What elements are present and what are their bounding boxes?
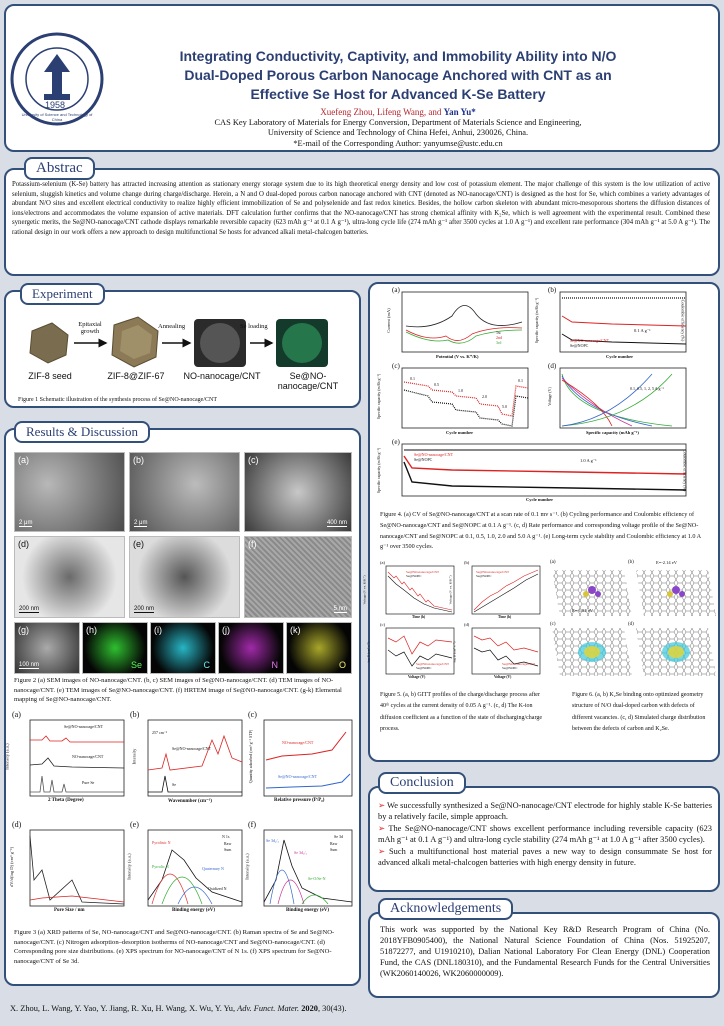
fig5a-legend-1: Se@NO-nanocage/CNT (406, 570, 440, 574)
fig3e-xlabel: Binding energy (eV) (172, 908, 216, 913)
figure1-caption: Figure 1 Schematic illustration of the synthesis process of Se@NO-nanocage/CNT (18, 397, 217, 403)
fig6a-energy: E=-1.81 eV (572, 608, 594, 613)
fig3f-legend-title: Se 3d (334, 834, 343, 839)
fig4e-rate-label: 1.0 A g⁻¹ (580, 458, 597, 463)
figure5-plots (362, 560, 544, 682)
fig4b-legend-1: Se@NO-nanocage/CNT (570, 338, 610, 343)
panel-label-e: (e) (133, 539, 144, 549)
authors-plain: Xuefeng Zhou, Lifeng Wang, and (320, 107, 444, 117)
fig4e-ylabel: Specific capacity (mAh g⁻¹) (376, 447, 382, 494)
results-heading: Results & Discussion (14, 421, 150, 443)
panel-label-b: (b) (133, 455, 144, 465)
fig3c-legend-2: Se@NO-nanocage/CNT (278, 774, 318, 779)
step-epitaxial: Epitaxial growth (78, 321, 102, 335)
fig3f-legend-raw: Raw (330, 841, 338, 846)
experiment-heading: Experiment (20, 283, 105, 305)
mapping-panel-k (286, 622, 352, 674)
figure3-caption: Figure 3 (a) XRD patterns of Se, NO-nanocage/CNT and Se@NO-nanocage/CNT. (b) Raman spectra of Se and Se@NO-nanocage/CNT. (c) Nitrogen adsorption–desorption isotherms of NO-nanocage/CNT and Se@NO-nanocage/CNT. (d) Corresponding pore size distributions. (e) XPS spectrum for NO-nanocage/CNT of N 1s. (f) XPS spectrum for Se@NO-nanocage/CNT of Se 3d. (14, 929, 335, 965)
fig4-label-e: (e) (392, 438, 400, 446)
footer-citation (10, 1004, 710, 1013)
citation-journal: Adv. Funct. Mater. (237, 1004, 300, 1013)
bullet-icon: ➢ (378, 824, 389, 833)
fig4c-ylabel: Specific capacity (mAh g⁻¹) (376, 373, 382, 420)
fig5b-legend-2: Se@NOPC (476, 574, 492, 578)
logo-year: 1958 (45, 100, 66, 110)
fig6b-structure (636, 570, 716, 616)
fig6-label-c: (c) (550, 622, 556, 627)
fig3c-legend-1: NO-nanocage/CNT (282, 740, 314, 745)
scale-bar-b: 2 μm (134, 520, 148, 526)
fig5a-xlabel: Time (h) (412, 615, 426, 619)
fig3f-legend-sum: Sum (330, 847, 338, 852)
fig4d-xlabel: Specific capacity (mAh g⁻¹) (586, 430, 639, 435)
fig3f-xlabel: Binding energy (eV) (286, 908, 330, 913)
fig4c-rate-4: 2.0 (482, 394, 487, 399)
figure4-caption: Figure 4. (a) CV of Se@NO-nanocage/CNT at a scan rate of 0.1 mv s⁻¹. (b) Cycling performance and Coulombic efficiency of Se@NO-nanocage/CNT and Se@NOPC at 0.1 A g⁻¹. (c, d) Rate performance and corresponding voltage profile of the Se@NO-nanocage/CNT and Se@NOPC at 0.1, 0.5, 1.0, 2.0 and 5.0 A g⁻¹. (e) Long-term cycle stability and Coulombic efficiency at 1.0 A g⁻¹ over 3500 cycles. (380, 511, 701, 551)
fig6-label-d: (d) (628, 622, 634, 627)
fig4c-rate-5: 5.0 (502, 404, 507, 409)
title-line-2: Dual-Doped Porous Carbon Nanocage Anchored with CNT as an (184, 67, 612, 83)
fig6c-charge-density (552, 628, 632, 676)
fig3d-pore-plot (30, 830, 124, 906)
bullet-icon: ➢ (378, 801, 388, 810)
figure4-plots (372, 286, 716, 502)
figure3-plots (4, 710, 354, 926)
step-annealing: Annealing (158, 323, 186, 330)
fig4a-legend-2: 2nd (496, 335, 502, 340)
fig4b-legend-2: Se@NOPC (570, 343, 589, 348)
fig6d-charge-density (636, 628, 716, 676)
tem-panel-d (14, 536, 125, 618)
fig4-label-d: (d) (548, 362, 557, 370)
fig3-label-c: (c) (248, 710, 257, 719)
mapping-panel-j (218, 622, 284, 674)
fig4-label-c: (c) (392, 362, 400, 370)
title-line-3: Effective Se Host for Advanced K-Se Battery (250, 86, 546, 102)
hrtem-panel-f (244, 536, 352, 618)
scale-bar-a: 2 μm (19, 520, 33, 526)
fig5-label-b: (b) (464, 560, 470, 565)
fig3a-legend-2: NO-nanocage/CNT (72, 754, 104, 759)
panel-label-g: (g) (18, 625, 29, 635)
conclusion-bullet (378, 800, 712, 822)
fig6b-energy: E=-2.14 eV (656, 560, 678, 565)
fig3d-ylabel: dV/d(log D) (cm³ g⁻¹) (9, 846, 15, 888)
figure6-caption: Figure 6. (a, b) K₂Se binding onto optimized geometry structure of N/O dual-doped carbon with defects of different vacancies. (c, d) Simulated charge distribution between the defects of carbon and K₂Se. (572, 692, 706, 733)
fig5d-legend-2: Se@NOPC (502, 666, 518, 670)
fig3b-legend-3: Se (172, 782, 176, 787)
scale-bar-d: 200 nm (19, 606, 40, 612)
fig5-label-a: (a) (380, 560, 385, 565)
fig5d-ylabel: log D (cm² s⁻¹) (452, 641, 457, 663)
conclusion-list (378, 800, 712, 868)
fig5d-legend-1: Se@NO-nanocage/CNT (502, 662, 536, 666)
panel-label-h: (h) (86, 625, 97, 635)
element-n: N (271, 660, 278, 670)
fig4e-y2label: Coulombic efficiency (%) (682, 449, 688, 492)
fig4c-rate-2: 0.5 (434, 382, 439, 387)
element-c: C (203, 660, 210, 670)
fig3e-legend-oxidized: Oxidized N (208, 886, 227, 891)
fig4-label-a: (a) (392, 286, 400, 294)
fig3e-ylabel: Intensity (a.u.) (126, 853, 132, 880)
fig4c-rate-6: 0.1 (518, 378, 523, 383)
acknowledgements-text: This work was supported by the National Key R&D Research Program of China (No. 2018YFB0905400), the National Natural Science Foundation of China (Nos. 51925207, 51872277, and U1910210), Dalian National Laboratory For Clean Energy (DNL) Cooperation Fund, the CAS (DNL180310), and the Fundamental Research Funds for the Central Universities (WK2060140026, WK2060000009). (380, 925, 710, 978)
element-se: Se (130, 660, 142, 670)
fig4d-voltage-plot (560, 368, 686, 428)
fig3b-xlabel: Wavenumber (cm⁻¹) (168, 799, 212, 804)
sem-panel-b (129, 452, 240, 532)
fig6-label-a: (a) (550, 560, 556, 565)
fig3-label-b: (b) (130, 710, 140, 719)
fig3a-legend-1: Se@NO-nanocage/CNT (64, 724, 104, 729)
fig4a-ylabel: Current (mA) (385, 308, 391, 333)
fig4e-xlabel: Cycle number (526, 497, 554, 502)
fig3c-ylabel: Quantity adsorbed (cm³ g⁻¹ STP) (248, 729, 254, 784)
conclusion-text: We successfully synthesized a Se@NO-nanocage/CNT electrode for highly stable K-Se batteries by a relatively facile, simple approach. (378, 801, 712, 821)
conclusion-text: The Se@NO-nanocage/CNT shows excellent performance including reversible capacity (623 mAh g⁻¹ at 0.1 A g⁻¹) and ultra-long cycle stability (274 mAh g⁻¹ at 1.0 A g⁻¹ after 3500 cycles). (378, 824, 712, 844)
conclusion-heading: Conclusion (378, 772, 466, 794)
fig5c-ylabel: log D (cm² s⁻¹) (366, 641, 371, 663)
fig4a-xlabel: Potential (V vs. K⁺/K) (436, 354, 479, 359)
fig3b-legend-2: Se@NO-nanocage/CNT (172, 746, 212, 751)
fig4b-y2label: Coulombic efficiency (%) (680, 299, 686, 342)
conclusion-bullet (378, 846, 712, 868)
fig3-label-a: (a) (12, 710, 21, 719)
fig3c-xlabel: Relative pressure (P/P₀) (274, 798, 325, 803)
affiliation-line-1: CAS Key Laboratory of Materials for Energy Conversion, Department of Materials Science and Engineering, (214, 118, 582, 127)
panel-label-c: (c) (248, 455, 259, 465)
element-o: O (338, 660, 346, 670)
label-zif8-zif67: ZIF-8@ZIF-67 (107, 371, 165, 381)
fig4b-rate-label: 0.1 A g⁻¹ (634, 328, 651, 333)
label-no-nanocage: NO-nanocage/CNT (183, 371, 261, 381)
conclusion-bullet (378, 823, 712, 845)
poster-title (118, 47, 678, 104)
fig3e-legend-pyridinic: Pyridinic N (152, 840, 171, 845)
fig5-label-c: (c) (380, 622, 385, 627)
panel-label-d: (d) (18, 539, 29, 549)
panel-label-f: (f) (248, 539, 257, 549)
fig3e-legend-quaternary: Quaternary N (202, 866, 224, 871)
fig4c-rate-3: 1.0 (458, 388, 463, 393)
tem-panel-e (129, 536, 240, 618)
fig5d-xlabel: Voltage (V) (494, 675, 512, 679)
fig4c-rate-1: 0.1 (410, 376, 415, 381)
fig4a-legend-1: 1st (496, 330, 501, 335)
panel-label-k: (k) (290, 625, 301, 635)
label-se-no-nanocage: Se@NO-nanocage/CNT (277, 371, 339, 391)
fig4c-xlabel: Cycle number (446, 430, 474, 435)
scale-bar-c: 400 nm (326, 520, 347, 526)
fig3e-legend-title: N 1s (222, 834, 230, 839)
fig3f-legend-32: Se 3d₃/₂ (294, 850, 307, 855)
affiliation (118, 118, 678, 149)
affiliation-line-2: University of Science and Technology of China Hefei, Anhui, 230026, China. (267, 128, 529, 138)
mapping-panel-h (82, 622, 148, 674)
fig3b-legend-1: 257 cm⁻¹ (152, 730, 168, 735)
fig3c-isotherm-plot (264, 720, 352, 796)
fig3e-legend-pyrrolic: Pyrrolic N (152, 864, 169, 869)
fig5a-legend-2: Se@NOPC (406, 574, 422, 578)
fig3f-legend-52: Se 3d₅/₂ (266, 838, 279, 843)
fig3a-ylabel: Intensity (a.u.) (4, 743, 10, 770)
title-line-1: Integrating Conductivity, Captivity, and Immobility Ability into N/O (179, 48, 617, 64)
sem-panel-a (14, 452, 125, 532)
scale-bar-e: 200 nm (134, 606, 155, 612)
panel-label-a: (a) (18, 455, 29, 465)
university-logo (10, 32, 104, 126)
citation-volume: , 30(43). (317, 1004, 347, 1013)
fig3b-ylabel: Intensity (131, 748, 137, 765)
scale-bar-g: 100 nm (19, 662, 40, 668)
fig5c-legend-2: Se@NOPC (416, 666, 432, 670)
fig5c-xlabel: Voltage (V) (408, 675, 426, 679)
fig3e-legend-raw: Raw (224, 841, 232, 846)
mapping-panel-g (14, 622, 80, 674)
fig4b-xlabel: Cycle number (606, 354, 634, 359)
fig3a-xlabel: 2 Theta (Degree) (48, 798, 84, 803)
abstract-text: Potassium-selenium (K-Se) battery has attracted increasing attention as stationary energy storage system due to its high theoretical energy density and low cost of potassium element. The major challenge of this system is the low utilization of active selenium, sluggish kinetics and volume change during charge/discharge. Herein, a N and O dual-doped porous carbon nanocage anchored with CNT (denoted as NO-nanocage/CNT) is designed as the host for Se, which combines a variety advantages of abundant N/O sites and excellent electrical conductivity to realize highly efficient immobilization of Se and polyselenide and fast redox kinetics. Besides, the hollow carbon skeleton with abundant micro-mesoporous shortens the diffusion distances of ions/electrons and accommodates the volume expansion of active materials. DFT calculation further confirms that the NO-nanocage/CNT has strong chemical affinity with K₂Se, which is well agreement with the experimental result. Combined these synergetic merits, the Se@NO-nanocage/CNT cathode displays remarkable reversible capacity (623 mAh g⁻¹ at 0.1 A g⁻¹), ultra-long cycle life (274 mAh g⁻¹ after 3500 cycles at 1.0 A g⁻¹) and excellent rate performance (304 mAh g⁻¹ at 5.0 A g⁻¹). The rational design in our work offers a new approach to design multifunctional Se hosts for advanced alkali metal-chalcogen batteries. (12, 181, 710, 236)
conclusion-text: Such a multifunctional host material paves a new way to design consummate Se host for advanced alkali metal-chalcogen batteries with high energy density in future. (378, 847, 712, 867)
fig5b-xlabel: Time (h) (498, 615, 512, 619)
contact-email: *E-mail of the Corresponding Author: yanyumse@ustc.edu.cn (293, 138, 503, 148)
fig4d-ylabel: Voltage (V) (546, 387, 552, 406)
citation-year: 2020 (301, 1004, 318, 1013)
authors (118, 107, 678, 118)
fig4b-ylabel: Specific capacity (mAh g⁻¹) (534, 297, 540, 344)
fig3d-xlabel: Pore Size / nm (54, 908, 85, 913)
fig5b-legend-1: Se@NO-nanocage/CNT (476, 570, 510, 574)
step-se-loading: Se loading (240, 323, 268, 330)
fig5a-ylabel: Voltage (V vs. K/K⁺) (362, 575, 367, 605)
fig3a-legend-3: Pure Se (82, 780, 95, 785)
logo-text: University of Science and Technology of China (21, 112, 93, 122)
acknowledgements-heading: Acknowledgements (378, 898, 513, 920)
fig4d-legend: 0.1, 0.5, 1, 2, 5 A g⁻¹ (630, 386, 664, 391)
abstract-heading: Abstrac (24, 157, 95, 180)
fig4a-legend-3: 3rd (496, 340, 502, 345)
fig5c-legend-1: Se@NO-nanocage/CNT (416, 662, 450, 666)
fig3-label-d: (d) (12, 820, 22, 829)
fig3f-ylabel: Intensity (a.u.) (244, 853, 250, 880)
fig4e-legend-1: Se@NO-nanocage/CNT (414, 452, 454, 457)
fig3-label-e: (e) (130, 820, 139, 829)
synthesis-schematic (14, 307, 354, 393)
scale-bar-f: 5 nm (333, 606, 347, 612)
bullet-icon: ➢ (378, 847, 390, 856)
fig5-label-d: (d) (464, 622, 470, 627)
label-zif8-seed: ZIF-8 seed (28, 371, 72, 381)
figure2-caption: Figure 2 (a) SEM images of NO-nanocage/CNT. (b, c) SEM images of Se@NO-nanocage/CNT. (d) TEM images of NO-nanocage/CNT. (e) TEM images of Se@NO-nanocage/CNT. (f) HRTEM image of Se@NO-nanocage/CNT. (g-k) Elemental mapping of Se@NO-nanocage/CNT. (14, 677, 342, 704)
fig5b-ylabel: Voltage (V vs. K/K⁺) (448, 575, 453, 605)
fig3-label-f: (f) (248, 820, 256, 829)
fig4a-cv-plot (402, 292, 528, 352)
fig4e-legend-2: Se@NOPC (414, 457, 433, 462)
fig4c-rate-plot (402, 368, 528, 428)
sem-panel-c (244, 452, 352, 532)
figure5-caption: Figure 5. (a, b) GITT profiles of the charge/discharge process after 40ᵗʰ cycles at the current density of 0.05 A g⁻¹. (c, d) The K-ion diffusion coefficient as a function of the state of discharging/charge process. (380, 692, 543, 733)
fig3f-legend-seo: Se-O/Se-N (308, 876, 326, 881)
fig4-label-b: (b) (548, 286, 557, 294)
citation-authors: X. Zhou, L. Wang, Y. Yao, Y. Jiang, R. Xu, H. Wang, X. Wu, Y. Yu, (10, 1004, 236, 1013)
panel-label-i: (i) (154, 625, 162, 635)
author-corresponding: Yan Yu* (443, 107, 476, 117)
fig3e-legend-sum: Sum (224, 847, 232, 852)
mapping-panel-i (150, 622, 216, 674)
figure6-images (548, 562, 716, 682)
fig6-label-b: (b) (628, 560, 634, 565)
panel-label-j: (j) (222, 625, 230, 635)
